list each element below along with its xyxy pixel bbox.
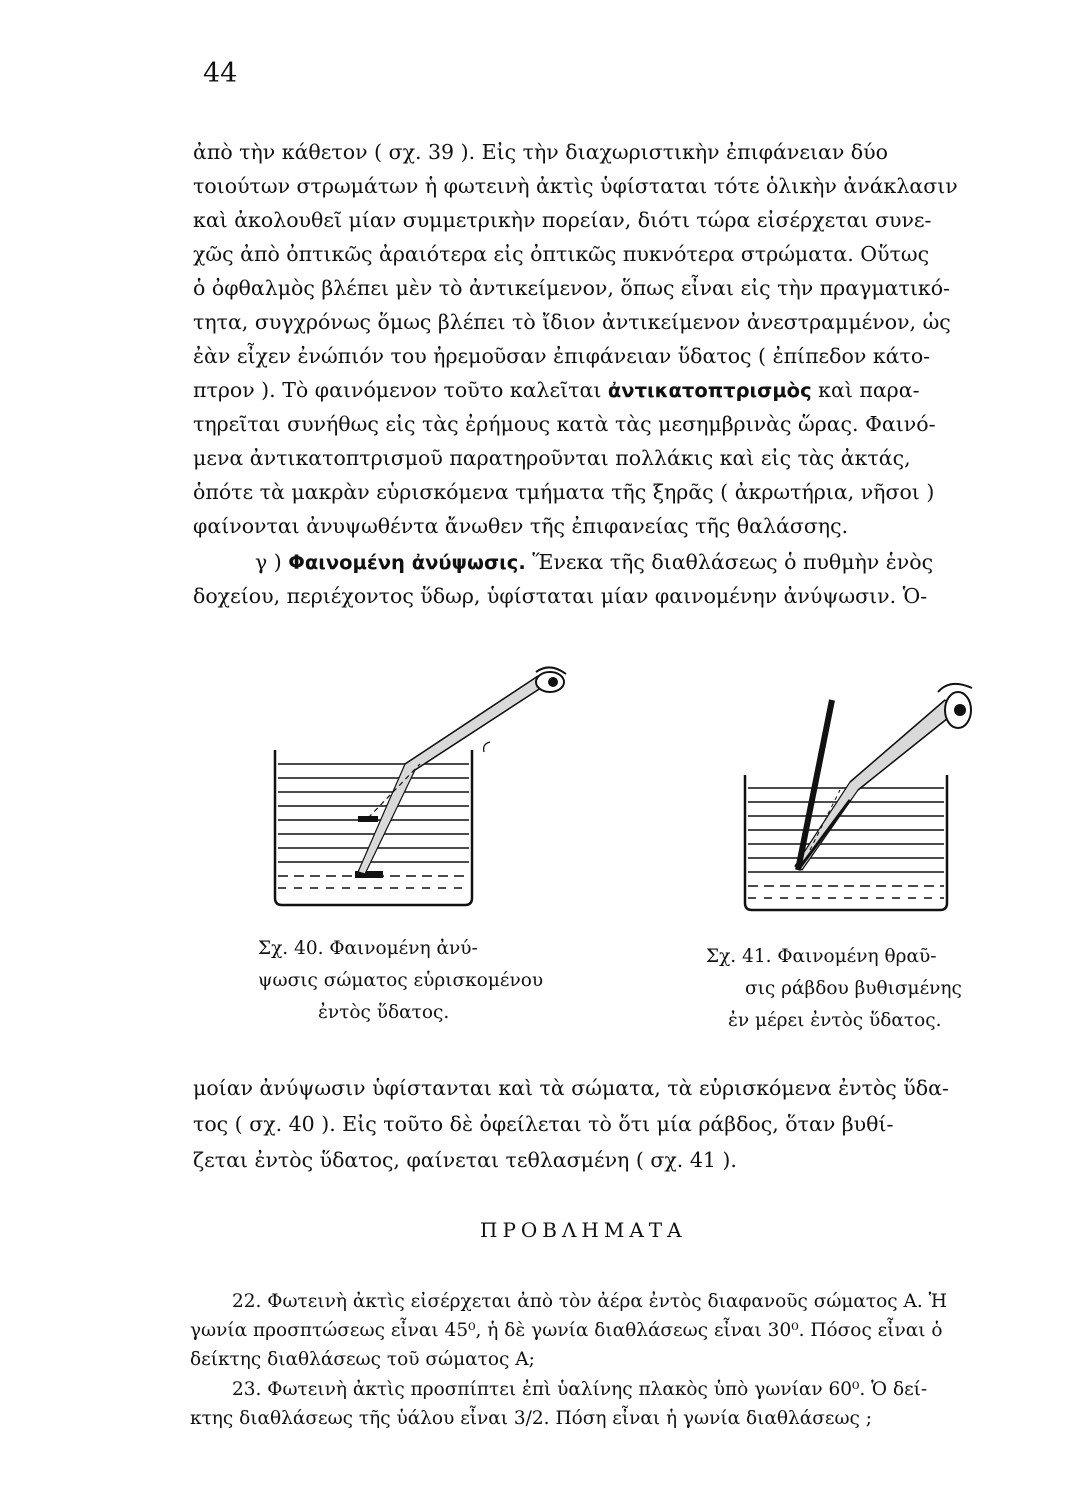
text-line: τος ( σχ. 40 ). Εἰς τοῦτο δὲ ὀφείλεται τὸ ὅτι μία ράβδος, ὅταν βυθί- (193, 1112, 894, 1136)
text-run: Ἕνεκα τῆς διαθλάσεως ὁ πυθμὴν ἑνὸς (525, 550, 934, 574)
text-line: καὶ ἀκολουθεῖ μίαν συμμετρικὴν πορείαν, διότι τώρα εἰσέρχεται συνε- (193, 208, 932, 232)
figure-40-caption-line: ἐντὸς ὕδατος. (318, 1002, 450, 1023)
bold-term-apparent-elevation: Φαινομένη ἀνύψωσις. (288, 551, 526, 574)
text-run: γ ) (255, 550, 289, 574)
text-line: δοχείου, περιέχοντος ὕδωρ, ὑφίσταται μίαν φαινομένην ἀνύψωσιν. Ὁ- (193, 584, 928, 608)
text-line: τοιούτων στρωμάτων ἡ φωτεινὴ ἀκτὶς ὑφίσταται τότε ὁλικὴν ἀνάκλασιν (193, 174, 958, 198)
problem-23-line: κτης διαθλάσεως τῆς ὑάλου εἶναι 3/2. Πόση εἶναι ἡ γωνία διαθλάσεως ; (190, 1408, 873, 1429)
text-line: τητα, συγχρόνως ὅμως βλέπει τὸ ἴδιον ἀντικείμενον ἀνεστραμμένον, ὡς (193, 310, 951, 334)
problem-22-line: γωνία προσπτώσεως εἶναι 45⁰, ἡ δὲ γωνία διαθλάσεως εἶναι 30⁰. Πόσος εἶναι ὁ (190, 1320, 943, 1341)
text-line: φαίνονται ἀνυψωθέντα ἄνωθεν τῆς ἐπιφανείας τῆς θαλάσσης. (193, 514, 849, 538)
text-line: χῶς ἀπὸ ὀπτικῶς ἀραιότερα εἰς ὀπτικῶς πυκνότερα στρώματα. Οὕτως (193, 242, 930, 266)
section-gamma-heading (255, 552, 1084, 573)
page-number: 44 (203, 58, 238, 89)
figure-41-caption-line: Σχ. 41. Φαινομένη θραῦ- (706, 946, 937, 967)
text-line: τηρεῖται συνήθως εἰς τὰς ἐρήμους κατὰ τὰς μεσημβρινὰς ὥρας. Φαινό- (193, 412, 936, 436)
bold-term-mirage: ἀντικατοπτρισμὸς (607, 379, 812, 402)
figure-40-caption-line: Σχ. 40. Φαινομένη ἀνύ- (258, 938, 478, 959)
text-line: ὁ ὀφθαλμὸς βλέπει μὲν τὸ ἀντικείμενον, ὅπως εἶναι εἰς τὴν πραγματικό- (193, 276, 950, 300)
text-run: πτρον ). Τὸ φαινόμενον τοῦτο καλεῖται (193, 378, 608, 402)
problem-22-line: δείκτης διαθλάσεως τοῦ σώματος Α; (190, 1349, 535, 1370)
text-line (193, 380, 1045, 401)
text-line: μενα ἀντικατοπτρισμοῦ παρατηροῦνται πολλάκις καὶ εἰς τὰς ἀκτάς, (193, 446, 911, 470)
text-line: μοίαν ἀνύψωσιν ὑφίστανται καὶ τὰ σώματα, τὰ εὑρισκόμενα ἐντὸς ὕδα- (193, 1076, 949, 1100)
problem-23-line: 23. Φωτεινὴ ἀκτὶς προσπίπτει ἐπὶ ὑαλίνης πλακὸς ὑπὸ γωνίαν 60⁰. Ὁ δεί- (232, 1379, 928, 1400)
text-run: καὶ παρα- (811, 378, 920, 402)
eye-icon (536, 667, 566, 692)
figure-40-caption-line: ψωσις σώματος εὑρισκομένου (258, 970, 544, 991)
text-line: ζεται ἐντὸς ὕδατος, φαίνεται τεθλασμένη ( σχ. 41 ). (193, 1148, 737, 1172)
figure-41-caption-line: σις ράβδου βυθισμένης (745, 978, 962, 999)
figure-41-diagram (740, 670, 990, 920)
figure-40-diagram (270, 660, 580, 910)
text-line: ἐὰν εἶχεν ἐνώπιόν του ἠρεμοῦσαν ἐπιφάνειαν ὕδατος ( ἐπίπεδον κάτο- (193, 344, 931, 368)
text-line: ὁπότε τὰ μακρὰν εὑρισκόμενα τμήματα τῆς ξηρᾶς ( ἀκρωτήρια, νῆσοι ) (193, 480, 935, 504)
problems-heading: ΠΡΟΒΛΗΜΑΤΑ (480, 1218, 687, 1242)
text-line: ἀπὸ τὴν κάθετον ( σχ. 39 ). Εἰς τὴν διαχωριστικὴν ἐπιφάνειαν δύο (193, 140, 888, 164)
object-apparent (358, 816, 378, 822)
problem-22-line: 22. Φωτεινὴ ἀκτὶς εἰσέρχεται ἀπὸ τὸν ἀέρα ἐντὸς διαφανοῦς σώματος Α. Ἡ (232, 1291, 948, 1312)
figure-41-caption-line: ἐν μέρει ἐντὸς ὕδατος. (728, 1010, 942, 1031)
